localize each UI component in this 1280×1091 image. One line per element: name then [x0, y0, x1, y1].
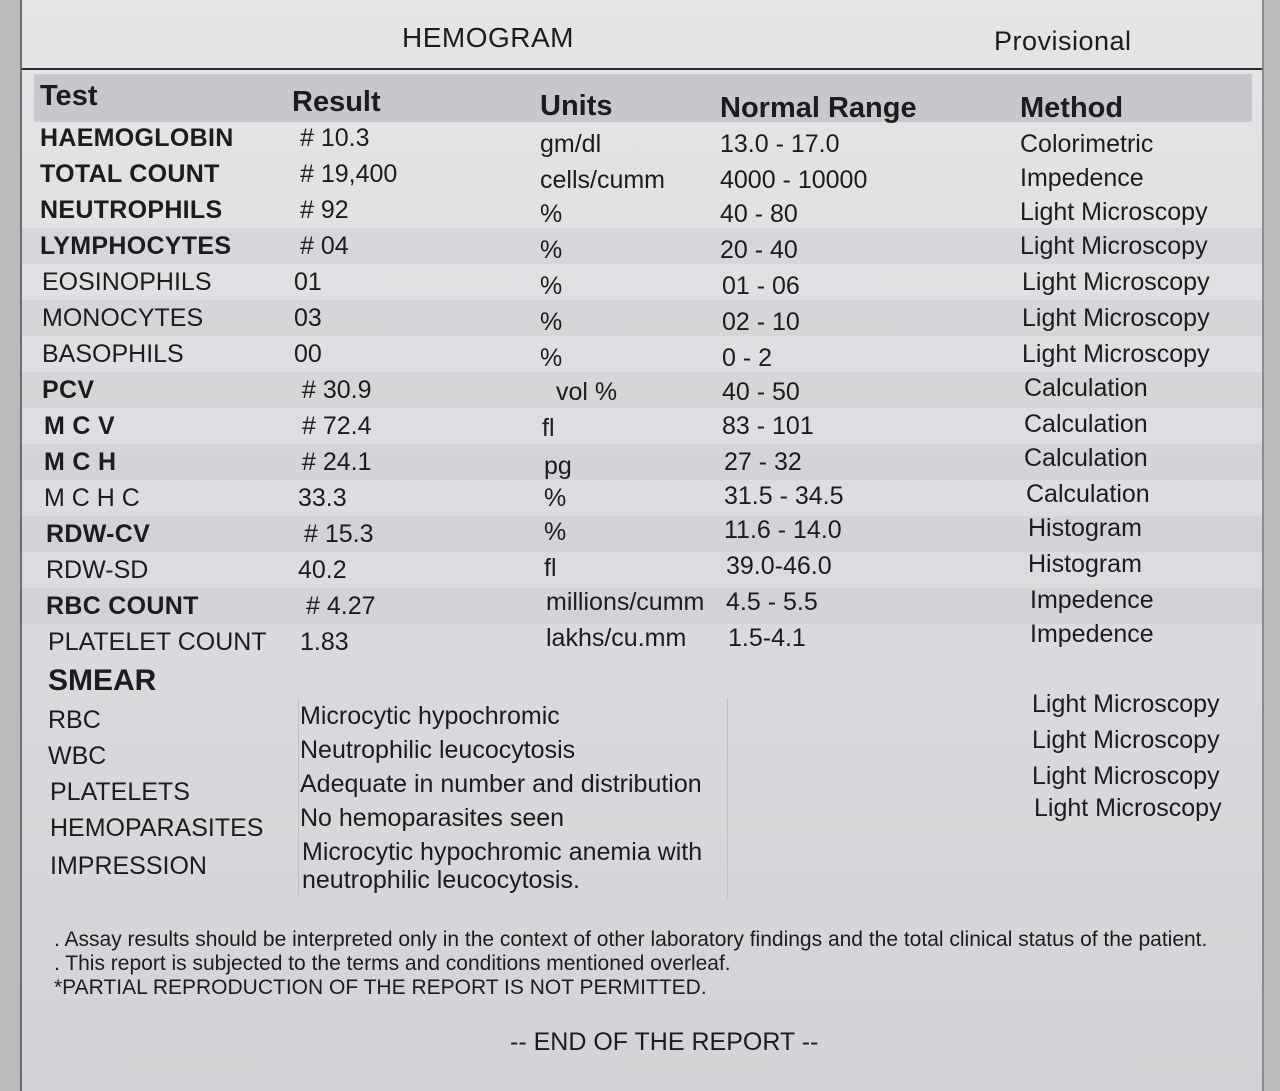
table-row [22, 156, 1262, 192]
test-result: 00 [294, 340, 322, 368]
column-header-units: Units [540, 90, 613, 122]
test-name: MONOCYTES [42, 304, 204, 332]
test-method: Impedence [1020, 164, 1144, 192]
smear-heading: SMEAR [48, 664, 157, 697]
test-name: M C V [44, 412, 115, 440]
report-header [22, 0, 1262, 70]
test-units: millions/cumm [546, 588, 705, 616]
table-row [22, 444, 1262, 480]
test-normal-range: 1.5-4.1 [728, 624, 806, 652]
table-row [22, 228, 1262, 264]
table-row [22, 620, 1262, 660]
test-result: # 19,400 [300, 160, 398, 188]
test-result: # 10.3 [300, 124, 370, 152]
test-method: Light Microscopy [1022, 340, 1210, 368]
test-result: # 92 [300, 196, 349, 224]
test-result: # 4.27 [306, 592, 376, 620]
test-method: Impedence [1030, 586, 1154, 614]
note-line: . This report is subjected to the terms and conditions mentioned overleaf. [54, 952, 731, 975]
smear-row-impression [22, 838, 1262, 894]
smear-finding: Microcytic hypochromic [300, 702, 560, 730]
test-name: M C H C [44, 484, 140, 512]
test-name: BASOPHILS [42, 340, 184, 368]
test-result: 01 [294, 268, 322, 296]
test-method: Calculation [1024, 444, 1148, 472]
table-row [22, 408, 1262, 444]
table-row [22, 192, 1262, 228]
test-normal-range: 01 - 06 [722, 272, 800, 300]
test-method: Light Microscopy [1022, 268, 1210, 296]
test-normal-range: 20 - 40 [720, 236, 798, 264]
test-units: fl [544, 554, 557, 582]
test-units: vol % [556, 378, 618, 406]
end-of-report: -- END OF THE REPORT -- [510, 1028, 819, 1056]
test-normal-range: 39.0-46.0 [726, 552, 832, 580]
smear-label: PLATELETS [50, 778, 190, 806]
report-sheet [20, 0, 1264, 1091]
test-normal-range: 31.5 - 34.5 [724, 482, 844, 510]
column-header-result: Result [292, 86, 381, 118]
smear-method: Light Microscopy [1034, 794, 1222, 822]
test-name: RBC COUNT [46, 592, 199, 620]
test-normal-range: 83 - 101 [722, 412, 814, 440]
test-method: Light Microscopy [1020, 198, 1208, 226]
test-method: Histogram [1028, 514, 1142, 542]
smear-finding: No hemoparasites seen [300, 804, 565, 832]
test-method: Light Microscopy [1022, 304, 1210, 332]
smear-label: HEMOPARASITES [50, 814, 264, 842]
test-name: LYMPHOCYTES [40, 232, 232, 260]
test-method: Light Microscopy [1020, 232, 1208, 260]
test-normal-range: 27 - 32 [724, 448, 802, 476]
test-name: RDW-CV [46, 520, 151, 548]
smear-method: Light Microscopy [1032, 690, 1220, 718]
table-row [22, 300, 1262, 336]
test-name: RDW-SD [46, 556, 149, 584]
table-row [22, 264, 1262, 300]
test-units: % [540, 236, 563, 264]
table-row [22, 588, 1262, 624]
test-name: HAEMOGLOBIN [40, 124, 234, 152]
smear-finding: Neutrophilic leucocytosis [300, 736, 576, 764]
table-row [22, 516, 1262, 552]
smear-finding: Adequate in number and distribution [300, 770, 702, 798]
smear-label: RBC [48, 706, 101, 734]
test-units: % [544, 484, 567, 512]
note-line: *PARTIAL REPRODUCTION OF THE REPORT IS NOT PERMITTED. [54, 976, 707, 999]
test-units: fl [542, 414, 555, 442]
test-units: % [540, 200, 563, 228]
test-units: lakhs/cu.mm [546, 624, 687, 652]
report-notes [54, 928, 1234, 1000]
test-units: % [540, 272, 563, 300]
impression-line-2: neutrophilic leucocytosis. [302, 866, 580, 894]
table-row [22, 372, 1262, 408]
test-method: Calculation [1024, 374, 1148, 402]
test-normal-range: 4000 - 10000 [720, 166, 868, 194]
test-units: % [544, 518, 567, 546]
test-result: 1.83 [300, 628, 349, 656]
test-units: % [540, 344, 563, 372]
test-units: gm/dl [540, 130, 602, 158]
smear-label: WBC [48, 742, 107, 770]
test-method: Colorimetric [1020, 130, 1154, 158]
test-name: EOSINOPHILS [42, 268, 212, 296]
test-result: # 30.9 [302, 376, 372, 404]
table-row [22, 336, 1262, 372]
test-normal-range: 40 - 80 [720, 200, 798, 228]
test-name: PLATELET COUNT [48, 628, 267, 656]
test-name: M C H [44, 448, 117, 476]
report-title: HEMOGRAM [402, 22, 574, 53]
test-units: cells/cumm [540, 166, 666, 194]
test-method: Histogram [1028, 550, 1142, 578]
test-result: # 72.4 [302, 412, 372, 440]
test-name: NEUTROPHILS [40, 196, 223, 224]
test-result: 03 [294, 304, 322, 332]
impression-line-1: Microcytic hypochromic anemia with [302, 838, 703, 866]
table-row [22, 120, 1262, 156]
test-normal-range: 02 - 10 [722, 308, 800, 336]
test-method: Impedence [1030, 620, 1154, 648]
table-row [22, 552, 1262, 588]
table-row [22, 480, 1262, 516]
test-method: Calculation [1024, 410, 1148, 438]
smear-method: Light Microscopy [1032, 762, 1220, 790]
column-header-normal-range: Normal Range [720, 92, 917, 124]
test-units: pg [544, 452, 572, 480]
impression-label: IMPRESSION [50, 852, 207, 880]
test-result: 40.2 [298, 556, 347, 584]
test-result: # 04 [300, 232, 349, 260]
test-normal-range: 0 - 2 [722, 344, 773, 372]
test-result: # 24.1 [302, 448, 372, 476]
test-name: PCV [42, 376, 95, 404]
column-header-test: Test [40, 80, 98, 112]
smear-method: Light Microscopy [1032, 726, 1220, 754]
test-name: TOTAL COUNT [40, 160, 220, 188]
test-normal-range: 40 - 50 [722, 378, 800, 406]
test-normal-range: 13.0 - 17.0 [720, 130, 840, 158]
test-units: % [540, 308, 563, 336]
test-result: # 15.3 [304, 520, 374, 548]
test-normal-range: 11.6 - 14.0 [724, 516, 842, 544]
test-normal-range: 4.5 - 5.5 [726, 588, 818, 616]
column-header-method: Method [1020, 92, 1124, 124]
note-line: . Assay results should be interpreted only in the context of other laboratory findings and the total clinical status of the patient. [54, 928, 1208, 951]
report-status: Provisional [994, 26, 1132, 56]
test-method: Calculation [1026, 480, 1150, 508]
test-result: 33.3 [298, 484, 347, 512]
